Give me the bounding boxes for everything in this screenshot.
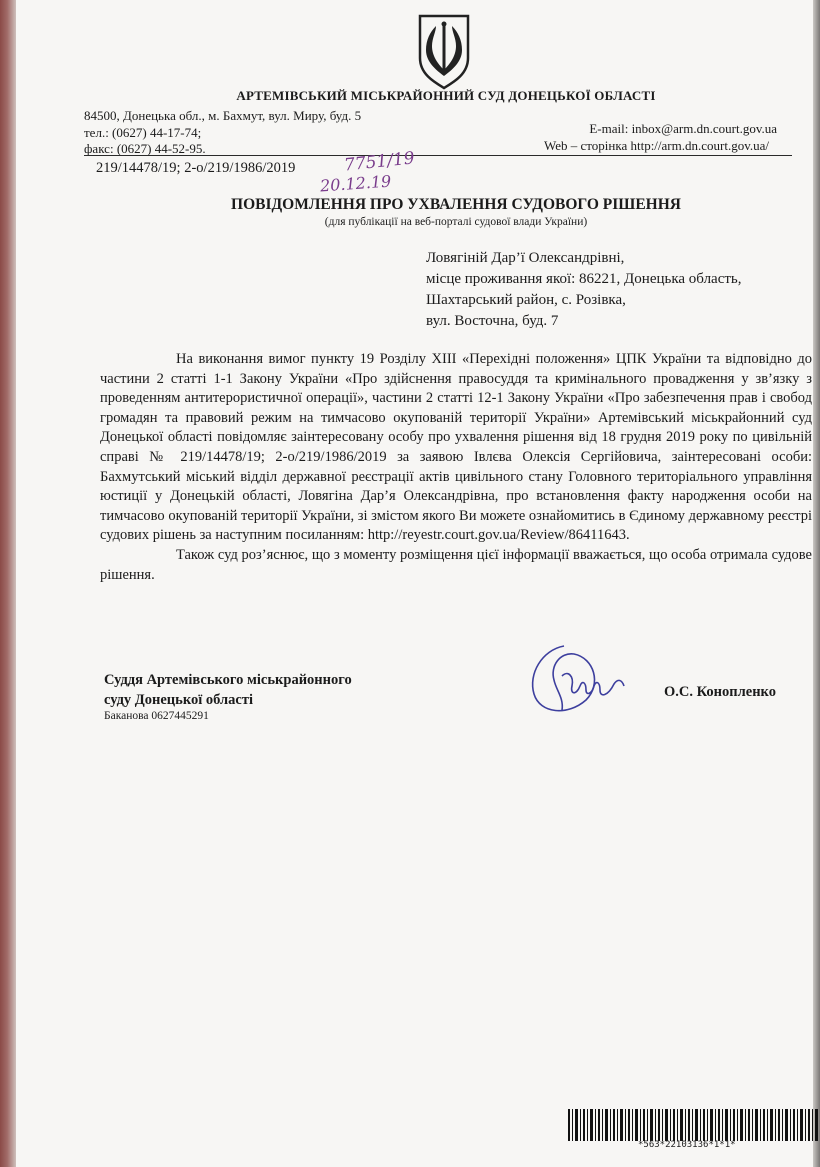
court-fax: факс: (0627) 44-52-95. xyxy=(84,141,206,156)
recipient-line: Ловягіній Дар’ї Олександрівні, xyxy=(426,250,625,266)
scan-edge-right xyxy=(812,0,820,1167)
barcode-number: *563*22103136*1*1* xyxy=(638,1140,736,1150)
executor-contact: Баканова 0627445291 xyxy=(104,710,209,722)
recipient-block xyxy=(426,248,816,332)
document-title: ПОВІДОМЛЕННЯ ПРО УХВАЛЕННЯ СУДОВОГО РІШЕННЯ xyxy=(231,196,681,213)
recipient-line: Шахтарський район, с. Розівка, xyxy=(426,292,626,308)
header-divider xyxy=(84,155,792,156)
document-page xyxy=(16,0,813,1167)
coat-of-arms-icon xyxy=(414,12,474,90)
recipient-line: вул. Восточна, буд. 7 xyxy=(426,313,559,329)
barcode-icon xyxy=(568,1109,818,1141)
court-address: 84500, Донецька обл., м. Бахмут, вул. Миру, буд. 5 xyxy=(84,108,362,123)
body-paragraph: Також суд роз’яснює, що з моменту розміщення цієї інформації вважається, що особа отримала судове рішення. xyxy=(100,546,812,583)
court-email: E-mail: inbox@arm.dn.court.gov.ua xyxy=(589,121,777,136)
judge-name: О.С. Коноплeнко xyxy=(664,684,776,700)
case-number: 219/14478/19; 2-о/219/1986/2019 xyxy=(96,160,296,176)
court-phone: тел.: (0627) 44-17-74; xyxy=(84,125,202,140)
document-body xyxy=(100,350,812,585)
signature-icon xyxy=(524,636,634,722)
recipient-line: місце проживання якої: 86221, Донецька область, xyxy=(426,271,742,287)
document-subtitle: (для публікації на веб-порталі судової влади України) xyxy=(324,216,588,228)
court-website: Web – сторінка http://arm.dn.court.gov.ua/ xyxy=(543,138,769,153)
handwritten-date: 20.12.19 xyxy=(319,171,392,196)
judge-position-line: суду Донецької області xyxy=(104,692,254,708)
judge-position xyxy=(104,670,352,710)
judge-position-line: Суддя Артемівського міськрайонного xyxy=(104,672,352,688)
court-name: АРТЕМІВСЬКИЙ МІСЬКРАЙОННИЙ СУД ДОНЕЦЬКОЇ ОБЛАСТІ xyxy=(236,88,656,103)
handwritten-registration-number: 7751/19 xyxy=(343,148,416,176)
body-paragraph: На виконання вимог пункту 19 Розділу XIII «Перехідні положення» ЦПК України та відповідно до частини 2 статті 1-1 Закону України «Про здійснення правосуддя та кримінального провадження у зв’язку з проведенням антитерористичної операції», частини 2 статті 12-1 Закону України «Про забезпечення прав і свобод громадян та правовий режим на тимчасово окупованій території України» Артемівський міськрайонний суд Донецької області повідомляє заінтересовану особу про ухвалення рішення від 18 грудня 2019 року по цивільній справі № 219/14478/19; 2-о/219/1986/2019 за заявою Івлєва Олексія Сергійовича, заінтересовані особи: Бахмутський міський відділ державної реєстрації актів цивільного стану Головного територіального управління юстиції у Донецькій області, Ловягіна Дар’я Олександрівна, про встановлення факту народження особи на тимчасово окупованій території України, зі змістом якого Ви можете ознайомитись в Єдиному державному реєстрі судових рішень за наступним посиланням: http://reyestr.court.gov.ua/Review/86411643. xyxy=(100,351,812,544)
